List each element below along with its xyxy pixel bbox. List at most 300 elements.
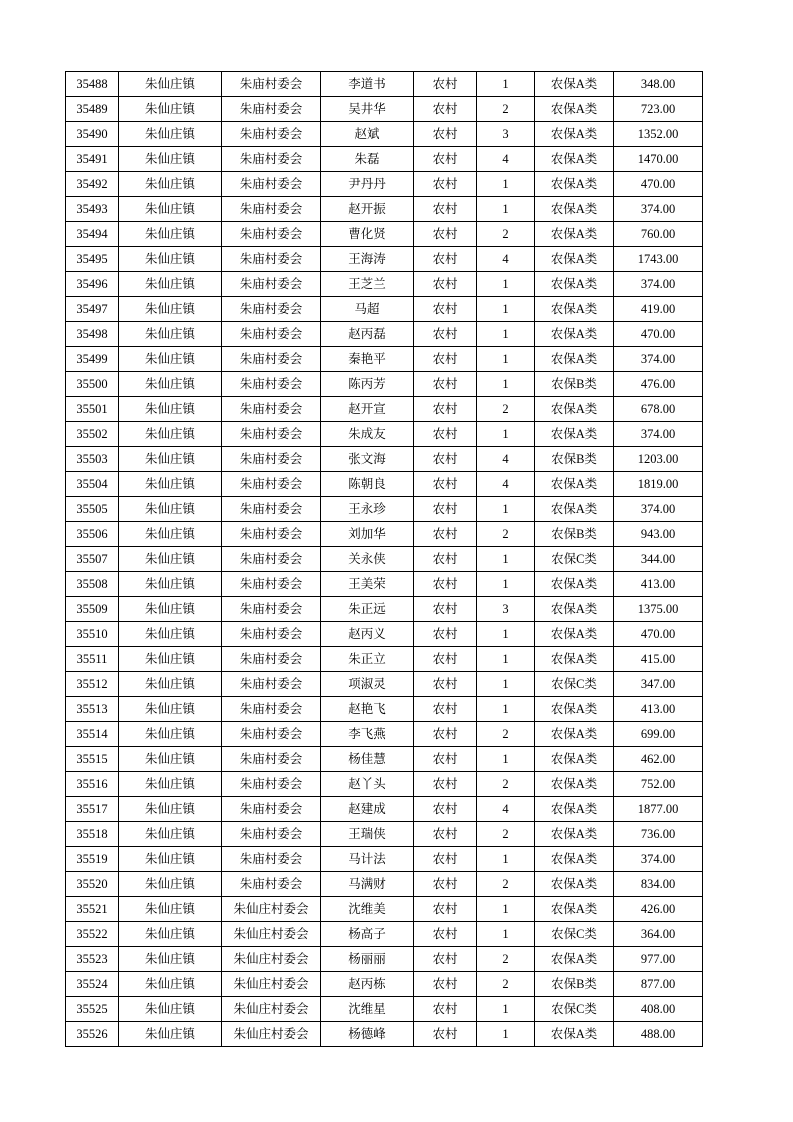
person-name-cell: 赵丙磊 <box>321 322 414 347</box>
table-row <box>66 97 703 122</box>
residence-type-cell: 农村 <box>414 97 477 122</box>
amount-cell: 1352.00 <box>614 122 703 147</box>
table-row <box>66 322 703 347</box>
table-row <box>66 747 703 772</box>
residence-type-cell: 农村 <box>414 947 477 972</box>
village-committee-cell: 朱庙村委会 <box>222 472 321 497</box>
town-cell: 朱仙庄镇 <box>119 897 222 922</box>
record-id-cell: 35519 <box>66 847 119 872</box>
table-row <box>66 247 703 272</box>
town-cell: 朱仙庄镇 <box>119 872 222 897</box>
person-name-cell: 秦艳平 <box>321 347 414 372</box>
insurance-category-cell: 农保A类 <box>535 297 614 322</box>
record-id-cell: 35491 <box>66 147 119 172</box>
person-count-cell: 3 <box>477 122 535 147</box>
person-name-cell: 赵建成 <box>321 797 414 822</box>
town-cell: 朱仙庄镇 <box>119 772 222 797</box>
insurance-category-cell: 农保B类 <box>535 447 614 472</box>
person-count-cell: 1 <box>477 572 535 597</box>
town-cell: 朱仙庄镇 <box>119 97 222 122</box>
amount-cell: 736.00 <box>614 822 703 847</box>
insurance-category-cell: 农保A类 <box>535 622 614 647</box>
person-count-cell: 1 <box>477 697 535 722</box>
table-row <box>66 597 703 622</box>
person-name-cell: 王美荣 <box>321 572 414 597</box>
person-count-cell: 1 <box>477 622 535 647</box>
residence-type-cell: 农村 <box>414 497 477 522</box>
residence-type-cell: 农村 <box>414 597 477 622</box>
amount-cell: 462.00 <box>614 747 703 772</box>
person-count-cell: 1 <box>477 847 535 872</box>
town-cell: 朱仙庄镇 <box>119 297 222 322</box>
record-id-cell: 35508 <box>66 572 119 597</box>
town-cell: 朱仙庄镇 <box>119 422 222 447</box>
village-committee-cell: 朱仙庄村委会 <box>222 997 321 1022</box>
record-id-cell: 35502 <box>66 422 119 447</box>
insurance-category-cell: 农保A类 <box>535 147 614 172</box>
residence-type-cell: 农村 <box>414 1022 477 1047</box>
person-name-cell: 杨高子 <box>321 922 414 947</box>
record-id-cell: 35492 <box>66 172 119 197</box>
village-committee-cell: 朱庙村委会 <box>222 422 321 447</box>
person-count-cell: 1 <box>477 997 535 1022</box>
insurance-category-cell: 农保A类 <box>535 822 614 847</box>
town-cell: 朱仙庄镇 <box>119 847 222 872</box>
table-row <box>66 947 703 972</box>
table-row <box>66 697 703 722</box>
amount-cell: 470.00 <box>614 322 703 347</box>
residence-type-cell: 农村 <box>414 822 477 847</box>
table-row <box>66 472 703 497</box>
insurance-category-cell: 农保A类 <box>535 872 614 897</box>
table-row <box>66 672 703 697</box>
table-row <box>66 622 703 647</box>
insurance-category-cell: 农保A类 <box>535 647 614 672</box>
insurance-category-cell: 农保A类 <box>535 572 614 597</box>
person-count-cell: 1 <box>477 647 535 672</box>
record-id-cell: 35514 <box>66 722 119 747</box>
insurance-category-cell: 农保A类 <box>535 197 614 222</box>
town-cell: 朱仙庄镇 <box>119 247 222 272</box>
amount-cell: 699.00 <box>614 722 703 747</box>
residence-type-cell: 农村 <box>414 722 477 747</box>
person-count-cell: 3 <box>477 597 535 622</box>
village-committee-cell: 朱庙村委会 <box>222 872 321 897</box>
table-row <box>66 822 703 847</box>
record-id-cell: 35499 <box>66 347 119 372</box>
table-row <box>66 922 703 947</box>
residence-type-cell: 农村 <box>414 122 477 147</box>
town-cell: 朱仙庄镇 <box>119 522 222 547</box>
insurance-category-cell: 农保A类 <box>535 947 614 972</box>
town-cell: 朱仙庄镇 <box>119 597 222 622</box>
record-id-cell: 35513 <box>66 697 119 722</box>
person-count-cell: 2 <box>477 947 535 972</box>
person-count-cell: 2 <box>477 97 535 122</box>
insurance-category-cell: 农保A类 <box>535 422 614 447</box>
table-row <box>66 1022 703 1047</box>
village-committee-cell: 朱庙村委会 <box>222 397 321 422</box>
person-count-cell: 4 <box>477 797 535 822</box>
insurance-category-cell: 农保C类 <box>535 997 614 1022</box>
person-count-cell: 1 <box>477 497 535 522</box>
amount-cell: 723.00 <box>614 97 703 122</box>
amount-cell: 374.00 <box>614 347 703 372</box>
table-row <box>66 447 703 472</box>
person-name-cell: 李飞燕 <box>321 722 414 747</box>
person-name-cell: 张文海 <box>321 447 414 472</box>
insurance-category-cell: 农保C类 <box>535 672 614 697</box>
record-id-cell: 35498 <box>66 322 119 347</box>
table-row <box>66 72 703 97</box>
person-count-cell: 1 <box>477 322 535 347</box>
person-name-cell: 马满财 <box>321 872 414 897</box>
insurance-category-cell: 农保A类 <box>535 247 614 272</box>
table-row <box>66 872 703 897</box>
insurance-category-cell: 农保A类 <box>535 272 614 297</box>
village-committee-cell: 朱庙村委会 <box>222 847 321 872</box>
residence-type-cell: 农村 <box>414 897 477 922</box>
amount-cell: 419.00 <box>614 297 703 322</box>
person-count-cell: 1 <box>477 547 535 572</box>
amount-cell: 488.00 <box>614 1022 703 1047</box>
table-row <box>66 422 703 447</box>
record-id-cell: 35507 <box>66 547 119 572</box>
person-count-cell: 2 <box>477 522 535 547</box>
record-id-cell: 35511 <box>66 647 119 672</box>
town-cell: 朱仙庄镇 <box>119 622 222 647</box>
person-name-cell: 赵斌 <box>321 122 414 147</box>
record-id-cell: 35497 <box>66 297 119 322</box>
record-id-cell: 35521 <box>66 897 119 922</box>
record-id-cell: 35517 <box>66 797 119 822</box>
town-cell: 朱仙庄镇 <box>119 647 222 672</box>
town-cell: 朱仙庄镇 <box>119 347 222 372</box>
village-committee-cell: 朱庙村委会 <box>222 247 321 272</box>
table-row <box>66 147 703 172</box>
person-name-cell: 杨德峰 <box>321 1022 414 1047</box>
insurance-category-cell: 农保A类 <box>535 397 614 422</box>
table-row <box>66 347 703 372</box>
person-count-cell: 1 <box>477 672 535 697</box>
insurance-category-cell: 农保A类 <box>535 497 614 522</box>
residence-type-cell: 农村 <box>414 972 477 997</box>
residence-type-cell: 农村 <box>414 522 477 547</box>
person-count-cell: 1 <box>477 172 535 197</box>
record-id-cell: 35495 <box>66 247 119 272</box>
record-id-cell: 35494 <box>66 222 119 247</box>
amount-cell: 347.00 <box>614 672 703 697</box>
record-id-cell: 35489 <box>66 97 119 122</box>
table-row <box>66 797 703 822</box>
village-committee-cell: 朱庙村委会 <box>222 72 321 97</box>
residence-type-cell: 农村 <box>414 697 477 722</box>
insurance-category-cell: 农保C类 <box>535 547 614 572</box>
person-count-cell: 4 <box>477 147 535 172</box>
person-count-cell: 1 <box>477 747 535 772</box>
table-row <box>66 897 703 922</box>
table-row <box>66 547 703 572</box>
person-name-cell: 赵艳飞 <box>321 697 414 722</box>
person-count-cell: 1 <box>477 897 535 922</box>
residence-type-cell: 农村 <box>414 622 477 647</box>
insurance-category-cell: 农保B类 <box>535 372 614 397</box>
residence-type-cell: 农村 <box>414 647 477 672</box>
amount-cell: 1819.00 <box>614 472 703 497</box>
insurance-category-cell: 农保A类 <box>535 322 614 347</box>
record-id-cell: 35496 <box>66 272 119 297</box>
record-id-cell: 35520 <box>66 872 119 897</box>
residence-type-cell: 农村 <box>414 472 477 497</box>
record-id-cell: 35503 <box>66 447 119 472</box>
person-name-cell: 朱磊 <box>321 147 414 172</box>
town-cell: 朱仙庄镇 <box>119 122 222 147</box>
amount-cell: 470.00 <box>614 172 703 197</box>
village-committee-cell: 朱庙村委会 <box>222 372 321 397</box>
village-committee-cell: 朱庙村委会 <box>222 522 321 547</box>
person-name-cell: 赵丫头 <box>321 772 414 797</box>
residence-type-cell: 农村 <box>414 322 477 347</box>
village-committee-cell: 朱庙村委会 <box>222 597 321 622</box>
person-count-cell: 1 <box>477 372 535 397</box>
person-name-cell: 王永珍 <box>321 497 414 522</box>
person-count-cell: 4 <box>477 247 535 272</box>
village-committee-cell: 朱庙村委会 <box>222 697 321 722</box>
record-id-cell: 35493 <box>66 197 119 222</box>
residence-type-cell: 农村 <box>414 872 477 897</box>
table-row <box>66 722 703 747</box>
insurance-category-cell: 农保B类 <box>535 972 614 997</box>
amount-cell: 470.00 <box>614 622 703 647</box>
record-id-cell: 35518 <box>66 822 119 847</box>
person-name-cell: 王芝兰 <box>321 272 414 297</box>
town-cell: 朱仙庄镇 <box>119 147 222 172</box>
village-committee-cell: 朱庙村委会 <box>222 797 321 822</box>
village-committee-cell: 朱庙村委会 <box>222 722 321 747</box>
person-count-cell: 2 <box>477 972 535 997</box>
record-id-cell: 35515 <box>66 747 119 772</box>
person-name-cell: 赵丙义 <box>321 622 414 647</box>
insurance-category-cell: 农保A类 <box>535 122 614 147</box>
residence-type-cell: 农村 <box>414 772 477 797</box>
record-id-cell: 35490 <box>66 122 119 147</box>
table-row <box>66 272 703 297</box>
amount-cell: 476.00 <box>614 372 703 397</box>
residence-type-cell: 农村 <box>414 72 477 97</box>
amount-cell: 943.00 <box>614 522 703 547</box>
insurance-category-cell: 农保A类 <box>535 697 614 722</box>
person-count-cell: 1 <box>477 197 535 222</box>
person-count-cell: 2 <box>477 772 535 797</box>
village-committee-cell: 朱庙村委会 <box>222 747 321 772</box>
amount-cell: 364.00 <box>614 922 703 947</box>
insurance-category-cell: 农保A类 <box>535 72 614 97</box>
town-cell: 朱仙庄镇 <box>119 947 222 972</box>
town-cell: 朱仙庄镇 <box>119 547 222 572</box>
residence-type-cell: 农村 <box>414 272 477 297</box>
village-committee-cell: 朱仙庄村委会 <box>222 1022 321 1047</box>
amount-cell: 408.00 <box>614 997 703 1022</box>
person-name-cell: 刘加华 <box>321 522 414 547</box>
insurance-category-cell: 农保A类 <box>535 347 614 372</box>
village-committee-cell: 朱庙村委会 <box>222 772 321 797</box>
amount-cell: 344.00 <box>614 547 703 572</box>
person-count-cell: 1 <box>477 422 535 447</box>
table-row <box>66 997 703 1022</box>
town-cell: 朱仙庄镇 <box>119 572 222 597</box>
insurance-category-cell: 农保C类 <box>535 922 614 947</box>
person-name-cell: 王瑞侠 <box>321 822 414 847</box>
town-cell: 朱仙庄镇 <box>119 797 222 822</box>
record-id-cell: 35526 <box>66 1022 119 1047</box>
person-count-cell: 4 <box>477 447 535 472</box>
town-cell: 朱仙庄镇 <box>119 447 222 472</box>
record-id-cell: 35500 <box>66 372 119 397</box>
table-row <box>66 522 703 547</box>
town-cell: 朱仙庄镇 <box>119 722 222 747</box>
record-id-cell: 35522 <box>66 922 119 947</box>
residence-type-cell: 农村 <box>414 372 477 397</box>
residence-type-cell: 农村 <box>414 397 477 422</box>
person-count-cell: 2 <box>477 222 535 247</box>
record-id-cell: 35488 <box>66 72 119 97</box>
town-cell: 朱仙庄镇 <box>119 497 222 522</box>
residence-type-cell: 农村 <box>414 672 477 697</box>
amount-cell: 348.00 <box>614 72 703 97</box>
residence-type-cell: 农村 <box>414 997 477 1022</box>
village-committee-cell: 朱仙庄村委会 <box>222 922 321 947</box>
village-committee-cell: 朱庙村委会 <box>222 172 321 197</box>
person-name-cell: 朱成友 <box>321 422 414 447</box>
record-id-cell: 35516 <box>66 772 119 797</box>
insurance-category-cell: 农保A类 <box>535 797 614 822</box>
person-name-cell: 沈维美 <box>321 897 414 922</box>
amount-cell: 374.00 <box>614 197 703 222</box>
amount-cell: 1877.00 <box>614 797 703 822</box>
table-row <box>66 122 703 147</box>
person-count-cell: 2 <box>477 872 535 897</box>
village-committee-cell: 朱仙庄村委会 <box>222 947 321 972</box>
table-row <box>66 397 703 422</box>
residence-type-cell: 农村 <box>414 447 477 472</box>
amount-cell: 834.00 <box>614 872 703 897</box>
insurance-category-cell: 农保A类 <box>535 847 614 872</box>
residence-type-cell: 农村 <box>414 197 477 222</box>
town-cell: 朱仙庄镇 <box>119 672 222 697</box>
town-cell: 朱仙庄镇 <box>119 922 222 947</box>
village-committee-cell: 朱庙村委会 <box>222 297 321 322</box>
table-row <box>66 297 703 322</box>
person-name-cell: 马计法 <box>321 847 414 872</box>
person-count-cell: 4 <box>477 472 535 497</box>
town-cell: 朱仙庄镇 <box>119 822 222 847</box>
town-cell: 朱仙庄镇 <box>119 322 222 347</box>
amount-cell: 678.00 <box>614 397 703 422</box>
person-count-cell: 2 <box>477 722 535 747</box>
amount-cell: 877.00 <box>614 972 703 997</box>
amount-cell: 426.00 <box>614 897 703 922</box>
amount-cell: 413.00 <box>614 697 703 722</box>
town-cell: 朱仙庄镇 <box>119 222 222 247</box>
record-id-cell: 35506 <box>66 522 119 547</box>
person-name-cell: 赵开振 <box>321 197 414 222</box>
village-committee-cell: 朱庙村委会 <box>222 272 321 297</box>
person-name-cell: 关永侠 <box>321 547 414 572</box>
amount-cell: 415.00 <box>614 647 703 672</box>
record-id-cell: 35525 <box>66 997 119 1022</box>
village-committee-cell: 朱庙村委会 <box>222 572 321 597</box>
town-cell: 朱仙庄镇 <box>119 397 222 422</box>
records-table-body <box>66 72 703 1047</box>
amount-cell: 413.00 <box>614 572 703 597</box>
person-count-cell: 2 <box>477 397 535 422</box>
residence-type-cell: 农村 <box>414 297 477 322</box>
record-id-cell: 35509 <box>66 597 119 622</box>
village-committee-cell: 朱庙村委会 <box>222 497 321 522</box>
person-name-cell: 曹化贤 <box>321 222 414 247</box>
person-count-cell: 1 <box>477 297 535 322</box>
village-committee-cell: 朱庙村委会 <box>222 672 321 697</box>
insurance-category-cell: 农保A类 <box>535 172 614 197</box>
person-name-cell: 吴井华 <box>321 97 414 122</box>
person-name-cell: 李道书 <box>321 72 414 97</box>
residence-type-cell: 农村 <box>414 172 477 197</box>
person-name-cell: 赵丙栋 <box>321 972 414 997</box>
table-row <box>66 847 703 872</box>
amount-cell: 374.00 <box>614 272 703 297</box>
record-id-cell: 35510 <box>66 622 119 647</box>
amount-cell: 977.00 <box>614 947 703 972</box>
village-committee-cell: 朱庙村委会 <box>222 97 321 122</box>
insurance-category-cell: 农保B类 <box>535 522 614 547</box>
amount-cell: 374.00 <box>614 497 703 522</box>
person-count-cell: 2 <box>477 822 535 847</box>
village-committee-cell: 朱庙村委会 <box>222 447 321 472</box>
town-cell: 朱仙庄镇 <box>119 747 222 772</box>
town-cell: 朱仙庄镇 <box>119 172 222 197</box>
person-count-cell: 1 <box>477 1022 535 1047</box>
town-cell: 朱仙庄镇 <box>119 472 222 497</box>
residence-type-cell: 农村 <box>414 222 477 247</box>
person-count-cell: 1 <box>477 347 535 372</box>
town-cell: 朱仙庄镇 <box>119 697 222 722</box>
person-name-cell: 尹丹丹 <box>321 172 414 197</box>
residence-type-cell: 农村 <box>414 347 477 372</box>
residence-type-cell: 农村 <box>414 572 477 597</box>
table-row <box>66 197 703 222</box>
insurance-category-cell: 农保A类 <box>535 222 614 247</box>
residence-type-cell: 农村 <box>414 247 477 272</box>
insurance-category-cell: 农保A类 <box>535 772 614 797</box>
table-row <box>66 372 703 397</box>
residence-type-cell: 农村 <box>414 147 477 172</box>
residence-type-cell: 农村 <box>414 922 477 947</box>
town-cell: 朱仙庄镇 <box>119 972 222 997</box>
insurance-category-cell: 农保A类 <box>535 597 614 622</box>
person-name-cell: 陈丙芳 <box>321 372 414 397</box>
village-committee-cell: 朱仙庄村委会 <box>222 972 321 997</box>
record-id-cell: 35524 <box>66 972 119 997</box>
person-name-cell: 沈维星 <box>321 997 414 1022</box>
insurance-category-cell: 农保A类 <box>535 897 614 922</box>
table-row <box>66 572 703 597</box>
town-cell: 朱仙庄镇 <box>119 372 222 397</box>
residence-type-cell: 农村 <box>414 797 477 822</box>
residence-type-cell: 农村 <box>414 847 477 872</box>
record-id-cell: 35504 <box>66 472 119 497</box>
table-row <box>66 772 703 797</box>
village-committee-cell: 朱庙村委会 <box>222 197 321 222</box>
